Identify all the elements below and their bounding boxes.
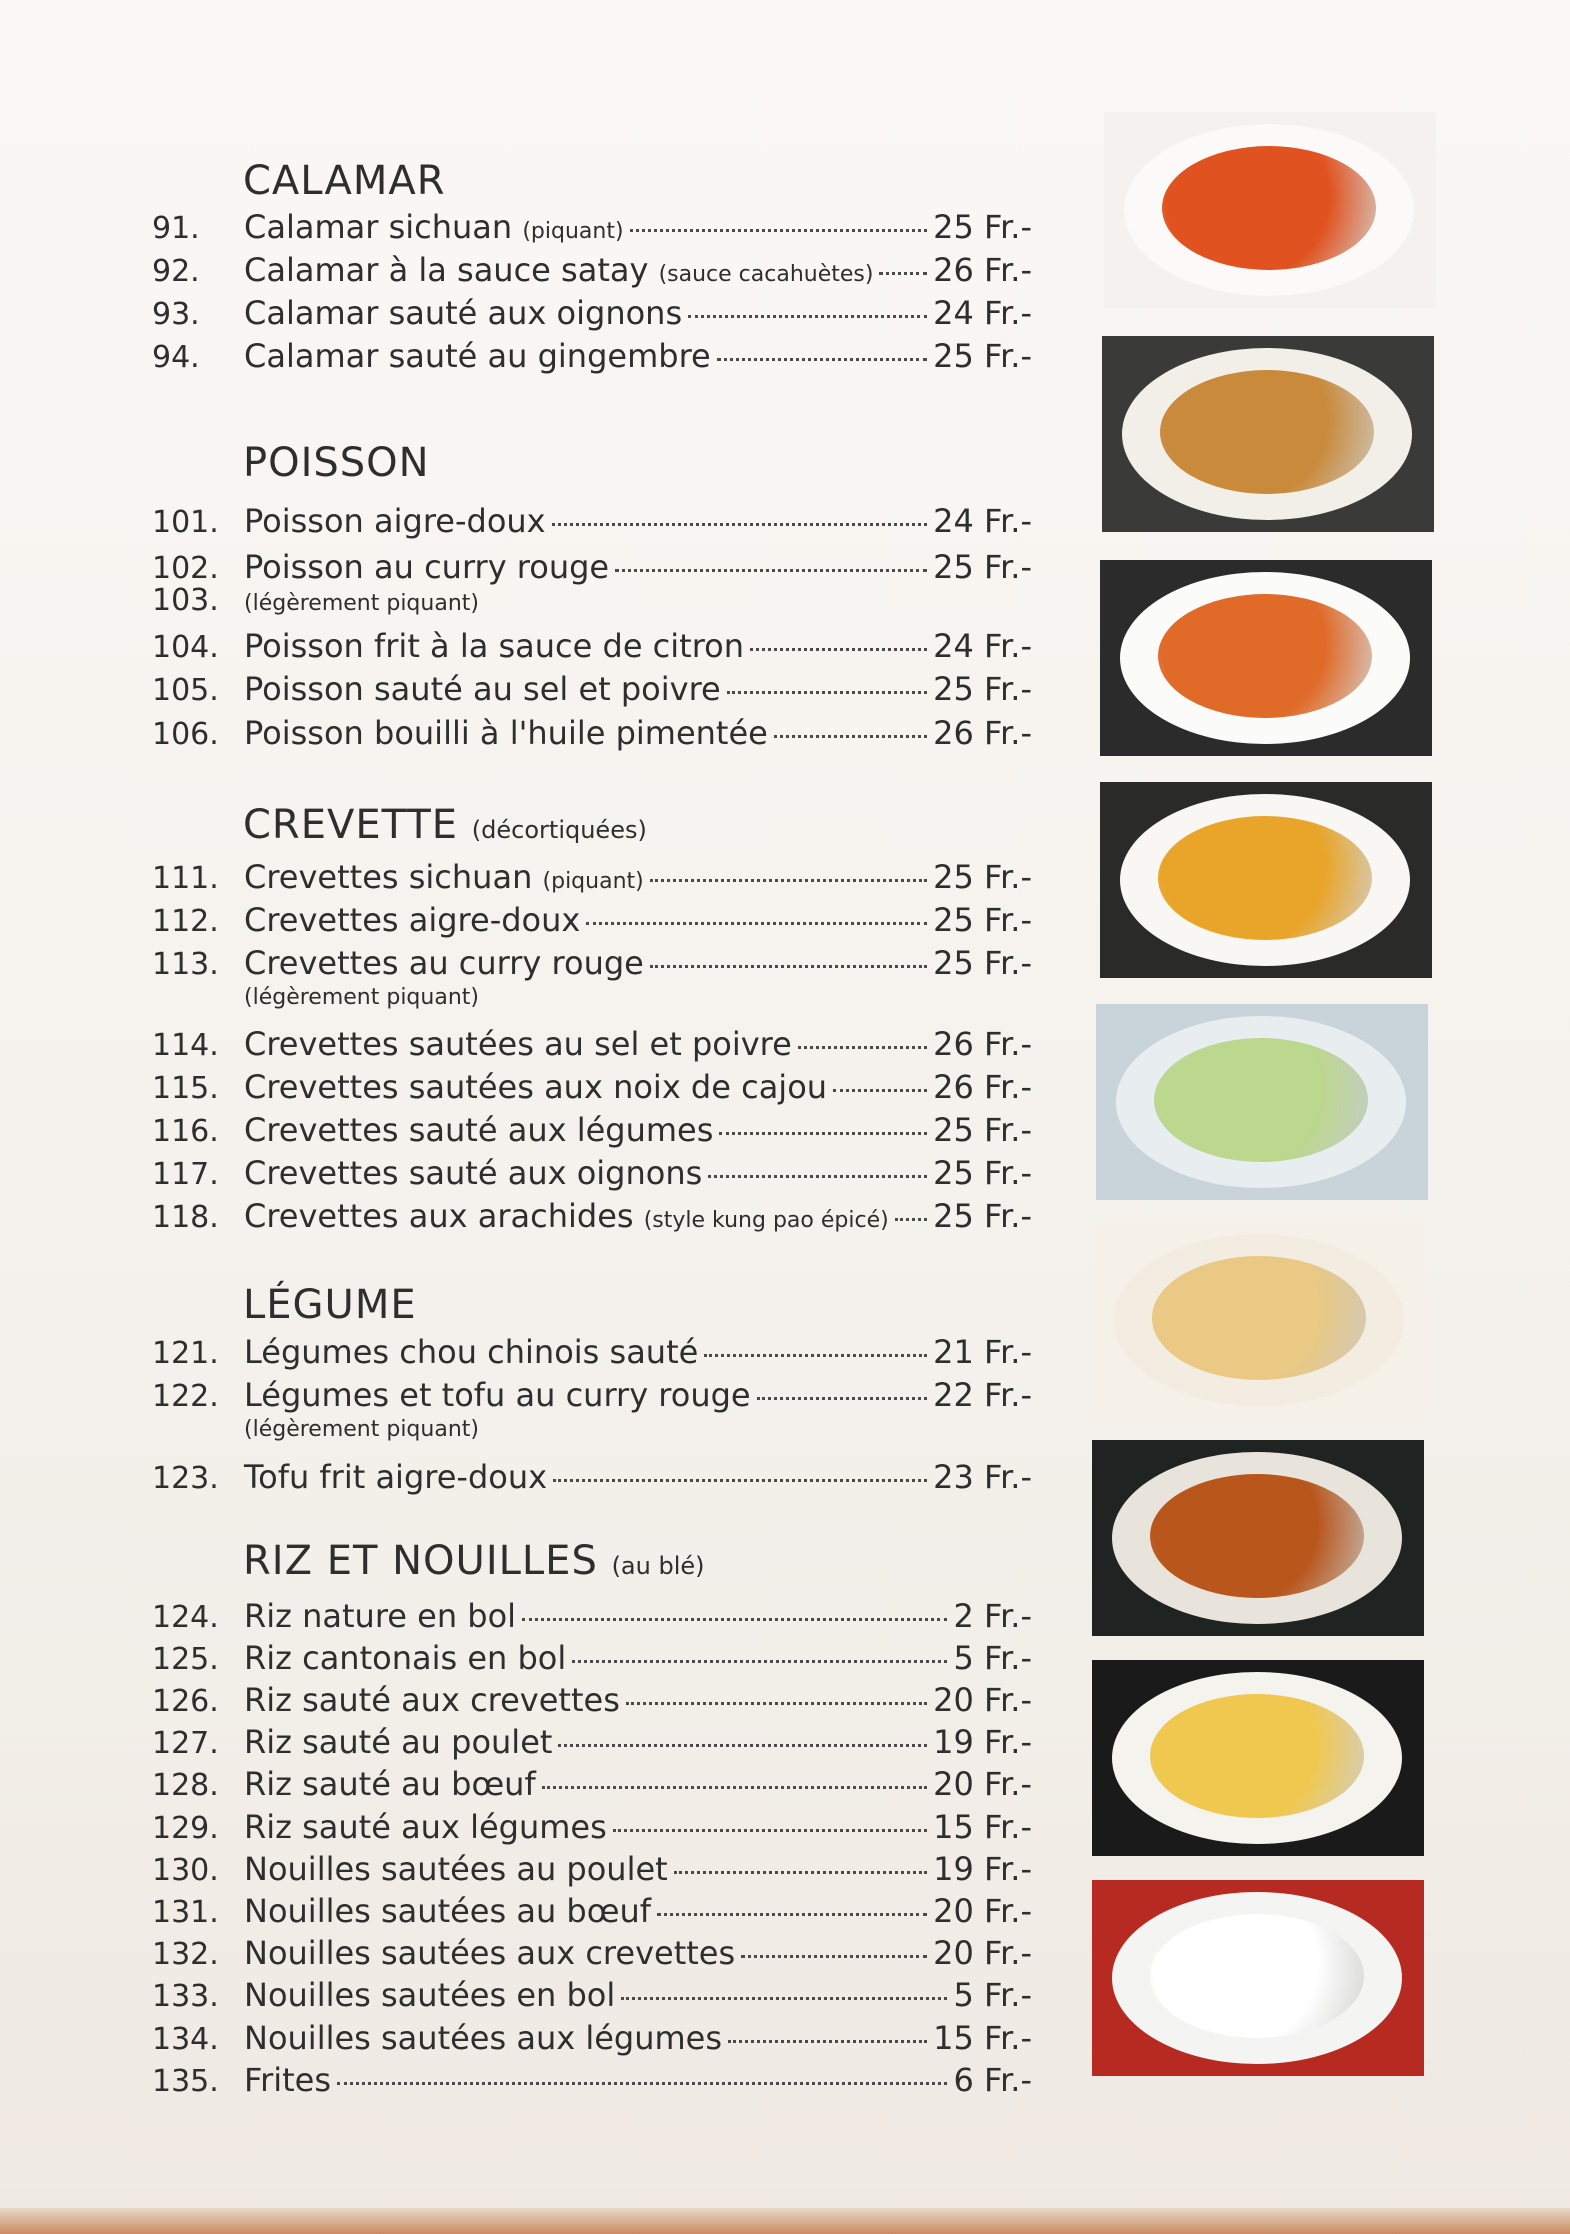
- item-number: 105.: [152, 673, 219, 708]
- item-name-text: Crevettes sichuan: [244, 858, 533, 896]
- item-number: 122.: [152, 1379, 219, 1414]
- rice-bowl-yellow-photo: [1092, 1660, 1424, 1856]
- item-name-text: Calamar à la sauce satay: [244, 251, 649, 289]
- item-number: 93.: [152, 297, 200, 332]
- section-title-riz: RIZ ET NOUILLES (au blé): [243, 1538, 705, 1584]
- item-name-text: Crevettes sauté aux oignons: [244, 1154, 703, 1192]
- item-name: [244, 208, 624, 246]
- dot-leader: [688, 315, 927, 318]
- menu-item-122: [152, 1376, 1032, 1418]
- item-name-text: Nouilles sautées au bœuf: [244, 1892, 651, 1930]
- dot-leader: [615, 569, 927, 572]
- item-name-text: Légumes et tofu au curry rouge: [244, 1376, 751, 1414]
- item-price: 20 Fr.-: [933, 1892, 1032, 1930]
- item-number: 128.: [152, 1768, 219, 1803]
- item-name: [244, 1892, 651, 1930]
- item-name: [244, 714, 768, 752]
- item-number: 102.: [152, 551, 219, 586]
- item-name: [244, 1639, 566, 1677]
- menu-item-127: [152, 1723, 1032, 1765]
- menu-item-106: [152, 714, 1032, 756]
- item-price: 20 Fr.-: [933, 1934, 1032, 1972]
- item-name: [244, 1850, 668, 1888]
- menu-item-117: [152, 1154, 1032, 1196]
- dot-leader: [586, 922, 927, 925]
- item-name-text: Légumes chou chinois sauté: [244, 1333, 699, 1371]
- dot-leader: [613, 1829, 927, 1832]
- item-subnote-122: (légèrement piquant): [244, 1417, 479, 1442]
- menu-item-115: [152, 1068, 1032, 1110]
- item-name: [244, 1765, 536, 1803]
- item-price: 21 Fr.-: [933, 1333, 1032, 1371]
- section-title-legume: LÉGUME: [243, 1282, 417, 1328]
- item-name: [244, 502, 546, 540]
- item-price: 26 Fr.-: [933, 1068, 1032, 1106]
- chinese-cabbage-photo: [1096, 1004, 1428, 1200]
- item-number: 131.: [152, 1895, 219, 1930]
- menu-item-91: [152, 208, 1032, 250]
- dot-leader: [774, 735, 927, 738]
- item-name-text: Frites: [244, 2061, 332, 2099]
- item-number: 112.: [152, 904, 219, 939]
- menu-item-105: [152, 670, 1032, 712]
- item-name: [244, 1333, 698, 1371]
- section-title-calamar: CALAMAR: [243, 158, 446, 204]
- item-price: 25 Fr.-: [933, 337, 1032, 375]
- item-number: 92.: [152, 254, 200, 289]
- item-price: 24 Fr.-: [933, 294, 1032, 332]
- curry-shrimp-photo: [1100, 782, 1432, 978]
- dot-leader: [337, 2082, 947, 2085]
- item-price: 5 Fr.-: [953, 1639, 1032, 1677]
- menu-item-126: [152, 1681, 1032, 1723]
- dot-leader: [704, 1354, 927, 1357]
- item-price: 5 Fr.-: [953, 1976, 1032, 2014]
- item-price: 19 Fr.-: [933, 1850, 1032, 1888]
- item-name-text: Poisson bouilli à l'huile pimentée: [244, 714, 768, 752]
- dot-leader: [728, 2040, 927, 2043]
- item-name: [244, 1068, 827, 1106]
- dot-leader: [727, 691, 927, 694]
- dot-leader: [621, 1997, 947, 2000]
- fried-noodles-photo: [1092, 1440, 1424, 1636]
- dot-leader: [717, 358, 927, 361]
- menu-item-124: [152, 1597, 1032, 1639]
- menu-item-112: [152, 901, 1032, 943]
- item-name-text: Tofu frit aigre-doux: [244, 1458, 548, 1496]
- item-name-note: (piquant): [542, 869, 644, 894]
- fried-calamari-photo: [1104, 112, 1436, 308]
- item-price: 25 Fr.-: [933, 208, 1032, 246]
- item-name-text: Riz sauté au bœuf: [244, 1765, 536, 1803]
- item-number: 114.: [152, 1028, 219, 1063]
- item-price: 25 Fr.-: [933, 1154, 1032, 1192]
- item-name-text: Nouilles sautées au poulet: [244, 1850, 668, 1888]
- item-number: 104.: [152, 630, 219, 665]
- item-number: 135.: [152, 2064, 219, 2099]
- item-name: [244, 1111, 713, 1149]
- item-name: [244, 2019, 722, 2057]
- item-number: 118.: [152, 1200, 219, 1235]
- item-name: [244, 1976, 615, 2014]
- item-number: 94.: [152, 340, 200, 375]
- menu-item-135: [152, 2061, 1032, 2103]
- menu-item-104: [152, 627, 1032, 669]
- item-number: 132.: [152, 1937, 219, 1972]
- item-price: 20 Fr.-: [933, 1765, 1032, 1803]
- section-title-crevette: CREVETTE (décortiquées): [243, 802, 647, 848]
- item-price: 25 Fr.-: [933, 1197, 1032, 1235]
- menu-item-123: [152, 1458, 1032, 1500]
- dot-leader: [750, 648, 927, 651]
- item-name-text: Crevettes aux arachides: [244, 1197, 634, 1235]
- menu-item-132: [152, 1934, 1032, 1976]
- item-name: [244, 1681, 620, 1719]
- item-name-text: Crevettes sautées aux noix de cajou: [244, 1068, 828, 1106]
- section-note-crevette: (décortiquées): [471, 816, 647, 844]
- item-name-text: Poisson sauté au sel et poivre: [244, 670, 721, 708]
- item-number: 134.: [152, 2022, 219, 2057]
- item-name-text: Crevettes au curry rouge: [244, 944, 644, 982]
- item-name-text: Poisson frit à la sauce de citron: [244, 627, 745, 665]
- fried-rice-photo: [1094, 1222, 1426, 1418]
- item-price: 20 Fr.-: [933, 1681, 1032, 1719]
- food-shape: [1152, 1256, 1366, 1380]
- item-name: [244, 337, 711, 375]
- food-shape: [1154, 1038, 1368, 1162]
- item-price: 24 Fr.-: [933, 627, 1032, 665]
- menu-item-118: [152, 1197, 1032, 1239]
- item-name: [244, 670, 721, 708]
- menu-item-131: [152, 1892, 1032, 1934]
- item-name: [244, 294, 682, 332]
- item-number: 113.: [152, 947, 219, 982]
- dot-leader: [552, 523, 927, 526]
- menu-item-92: [152, 251, 1032, 293]
- item-name: [244, 251, 873, 289]
- item-number: 129.: [152, 1811, 219, 1846]
- item-name-text: Calamar sauté aux oignons: [244, 294, 683, 332]
- dot-leader: [572, 1660, 947, 1663]
- item-number: 121.: [152, 1336, 219, 1371]
- item-name: [244, 2061, 331, 2099]
- item-price: 15 Fr.-: [933, 1808, 1032, 1846]
- menu-item-111: [152, 858, 1032, 900]
- item-name-text: Crevettes sautées au sel et poivre: [244, 1025, 792, 1063]
- menu-item-121: [152, 1333, 1032, 1375]
- item-price: 15 Fr.-: [933, 2019, 1032, 2057]
- item-number: 123.: [152, 1461, 219, 1496]
- food-shape: [1158, 816, 1372, 940]
- item-price: 26 Fr.-: [933, 1025, 1032, 1063]
- dot-leader: [708, 1175, 927, 1178]
- item-price: 25 Fr.-: [933, 670, 1032, 708]
- item-price: 26 Fr.-: [933, 714, 1032, 752]
- item-number: 126.: [152, 1684, 219, 1719]
- item-name-note: (style kung pao épicé): [643, 1208, 889, 1233]
- item-number: 115.: [152, 1071, 219, 1106]
- item-price: 23 Fr.-: [933, 1458, 1032, 1496]
- dot-leader: [798, 1046, 927, 1049]
- item-name-text: Crevettes aigre-doux: [244, 901, 581, 939]
- item-number: 106.: [152, 717, 219, 752]
- dot-leader: [674, 1871, 927, 1874]
- item-name: [244, 627, 744, 665]
- item-subnote-113: (légèrement piquant): [244, 985, 479, 1010]
- item-name: [244, 1597, 516, 1635]
- item-name: [244, 1376, 751, 1414]
- item-name: [244, 901, 580, 939]
- item-name-text: Nouilles sautées aux légumes: [244, 2019, 723, 2057]
- item-price: 25 Fr.-: [933, 858, 1032, 896]
- item-number: 91.: [152, 211, 200, 246]
- dot-leader: [757, 1397, 927, 1400]
- item-price: 25 Fr.-: [933, 1111, 1032, 1149]
- dot-leader: [650, 965, 927, 968]
- menu-item-134: [152, 2019, 1032, 2061]
- item-name-text: Nouilles sautées en bol: [244, 1976, 616, 2014]
- item-number: 103.: [152, 583, 219, 618]
- item-price: 24 Fr.-: [933, 502, 1032, 540]
- item-name: [244, 548, 609, 586]
- item-price: 25 Fr.-: [933, 901, 1032, 939]
- item-subnote: (légèrement piquant): [244, 591, 479, 616]
- item-name: [244, 858, 644, 896]
- menu-item-130: [152, 1850, 1032, 1892]
- dot-leader: [741, 1955, 927, 1958]
- dot-leader: [558, 1744, 927, 1747]
- item-name-text: Riz sauté aux légumes: [244, 1808, 607, 1846]
- menu-item-133: [152, 1976, 1032, 2018]
- item-number: 130.: [152, 1853, 219, 1888]
- item-price: 25 Fr.-: [933, 548, 1032, 586]
- menu-item-129: [152, 1808, 1032, 1850]
- dot-leader: [553, 1479, 927, 1482]
- food-shape: [1158, 594, 1372, 718]
- section-note-riz: (au blé): [611, 1552, 705, 1580]
- menu-item-103: [152, 583, 1032, 625]
- menu-item-101: [152, 502, 1032, 544]
- dot-leader: [630, 229, 928, 232]
- dot-leader: [657, 1913, 927, 1916]
- item-price: 19 Fr.-: [933, 1723, 1032, 1761]
- item-number: 116.: [152, 1114, 219, 1149]
- item-name-text: Crevettes sauté aux légumes: [244, 1111, 714, 1149]
- menu-item-93: [152, 294, 1032, 336]
- item-name: [244, 944, 644, 982]
- food-shape: [1162, 146, 1376, 270]
- dot-leader: [626, 1702, 927, 1705]
- menu-item-94: [152, 337, 1032, 379]
- food-shape: [1150, 1474, 1364, 1598]
- item-name-text: Poisson au curry rouge: [244, 548, 610, 586]
- item-name: [244, 1934, 735, 1972]
- dot-leader: [542, 1786, 927, 1789]
- page-bottom-edge: [0, 2208, 1570, 2234]
- dot-leader: [895, 1218, 927, 1221]
- item-name: [244, 1025, 792, 1063]
- item-name: [244, 1458, 547, 1496]
- item-number: 133.: [152, 1979, 219, 2014]
- white-rice-bowl-photo: [1092, 1880, 1424, 2076]
- dot-leader: [833, 1089, 927, 1092]
- menu-item-114: [152, 1025, 1032, 1067]
- item-name-text: Riz sauté aux crevettes: [244, 1681, 620, 1719]
- dot-leader: [719, 1132, 927, 1135]
- item-name-text: Riz sauté au poulet: [244, 1723, 553, 1761]
- menu-item-113: [152, 944, 1032, 986]
- item-name-text: Nouilles sautées aux crevettes: [244, 1934, 736, 1972]
- section-title-poisson: POISSON: [243, 440, 430, 486]
- item-price: 6 Fr.-: [953, 2061, 1032, 2099]
- item-name-text: Poisson aigre-doux: [244, 502, 546, 540]
- item-number: 124.: [152, 1600, 219, 1635]
- sweet-sour-photo: [1100, 560, 1432, 756]
- item-number: 125.: [152, 1642, 219, 1677]
- item-number: 117.: [152, 1157, 219, 1192]
- menu-item-125: [152, 1639, 1032, 1681]
- item-number: 127.: [152, 1726, 219, 1761]
- item-number: 101.: [152, 505, 219, 540]
- fish-dish-photo: [1102, 336, 1434, 532]
- item-name: [244, 1197, 889, 1235]
- item-price: 26 Fr.-: [933, 251, 1032, 289]
- food-shape: [1150, 1694, 1364, 1818]
- item-name: [244, 1808, 607, 1846]
- item-price: 2 Fr.-: [953, 1597, 1032, 1635]
- item-name-text: Calamar sauté au gingembre: [244, 337, 711, 375]
- item-price: 22 Fr.-: [933, 1376, 1032, 1414]
- food-shape: [1160, 370, 1374, 494]
- menu-item-116: [152, 1111, 1032, 1153]
- item-name-note: (sauce cacahuètes): [658, 262, 874, 287]
- item-price: 25 Fr.-: [933, 944, 1032, 982]
- dot-leader: [650, 879, 927, 882]
- item-name-text: Calamar sichuan: [244, 208, 513, 246]
- item-name: [244, 1154, 702, 1192]
- dot-leader: [522, 1618, 947, 1621]
- menu-item-128: [152, 1765, 1032, 1807]
- item-name: [244, 1723, 552, 1761]
- item-name-text: Riz nature en bol: [244, 1597, 517, 1635]
- dot-leader: [879, 272, 927, 275]
- food-shape: [1150, 1914, 1364, 2038]
- item-name-text: Riz cantonais en bol: [244, 1639, 567, 1677]
- item-number: 111.: [152, 861, 219, 896]
- item-name-note: (piquant): [522, 219, 624, 244]
